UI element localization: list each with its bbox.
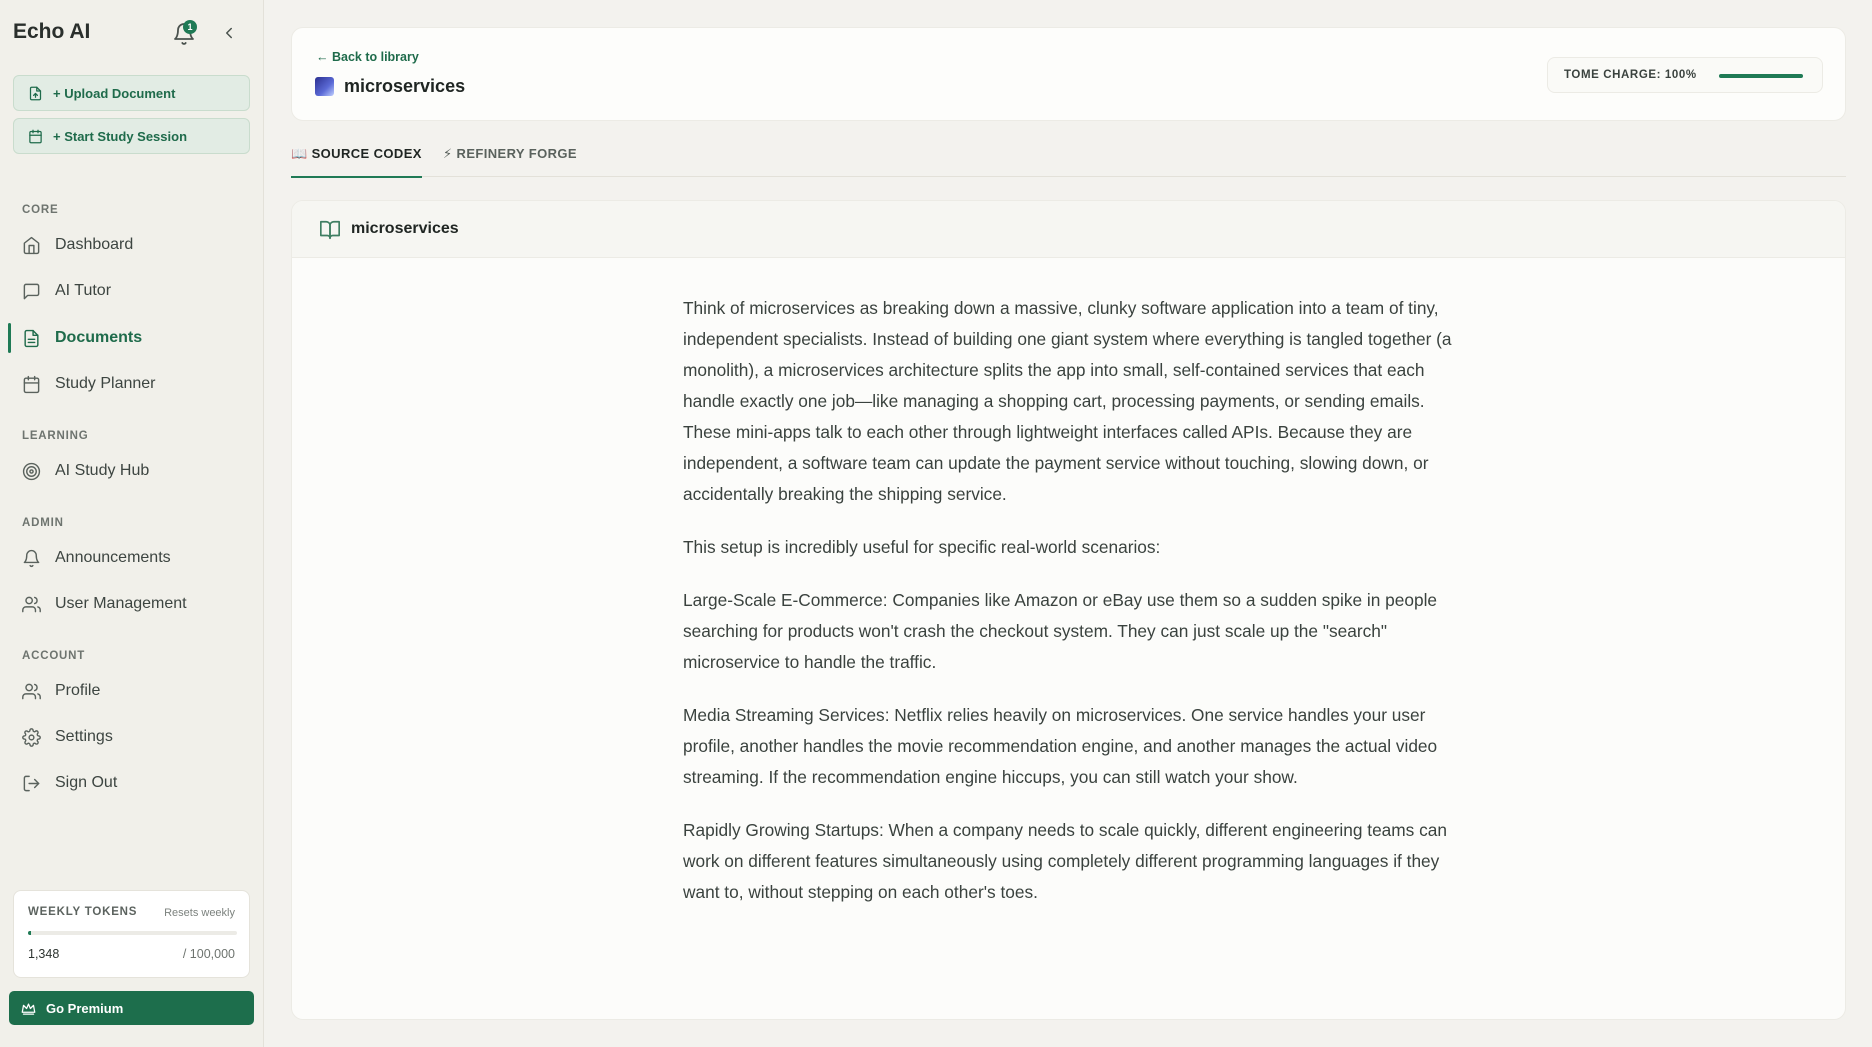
paragraph: Media Streaming Services: Netflix relies heavily on microservices. One service handles your user profile, another handles the movie recommendation engine, and another manages the actual video streaming. If the recommendation engine hiccups, you can still watch your show. (683, 705, 1438, 787)
paragraph: Large-Scale E-Commerce: Companies like Amazon or eBay use them so a sudden spike in people searching for products won't crash the checkout system. They can just scale up the "search" microservice to handle the traffic. (683, 590, 1438, 672)
sidebar (0, 0, 264, 1047)
tokens-used: 1,348 (28, 947, 60, 961)
start-study-session-label: + Start Study Session (53, 128, 188, 144)
tokens-progress-bar (28, 931, 237, 935)
sidebar-item-sign-out[interactable] (8, 764, 256, 802)
document-icon (22, 329, 41, 348)
target-icon (22, 462, 41, 481)
tome-charge-bar (1719, 74, 1803, 78)
sidebar-item-user-management[interactable] (8, 585, 256, 623)
paragraph: Think of microservices as breaking down a massive, clunky software application into a team of tiny, independent specialists. Instead of building one giant system where everything is tangled together (a monolith), a microservices architecture splits the app into small, self-contained services that each handle exactly one job—like managing a shopping cart, processing payments, or sending emails. These mini-apps talk to each other through lightweight interfaces called APIs. Because they are independent, a software team can update the payment service without touching, slowing down, or accidentally breaking the shipping service. (683, 298, 1452, 504)
tokens-reset-note: Resets weekly (164, 907, 235, 919)
tokens-title: WEEKLY TOKENS (28, 906, 138, 918)
users-icon (22, 682, 41, 701)
content-title: microservices (351, 220, 459, 237)
sidebar-item-label: Profile (55, 682, 101, 699)
brand-logo[interactable]: Echo AI (13, 20, 91, 43)
chevron-left-icon[interactable] (220, 24, 238, 42)
paragraph: Rapidly Growing Startups: When a company needs to scale quickly, different engineering teams can work on different features simultaneously using completely different programming languages if they want to, without stepping on each other's toes. (683, 820, 1447, 902)
section-label-account: ACCOUNT (22, 650, 86, 662)
gear-icon (22, 728, 41, 747)
sidebar-item-label: AI Study Hub (55, 462, 150, 479)
document-header (291, 27, 1846, 121)
paragraph: This setup is incredibly useful for specific real-world scenarios: (683, 537, 1161, 557)
sidebar-item-ai-study-hub[interactable] (8, 452, 256, 490)
go-premium-button[interactable] (9, 991, 254, 1025)
sidebar-item-profile[interactable] (8, 672, 256, 710)
notification-badge: 1 (183, 20, 197, 34)
tome-charge-indicator (1547, 57, 1823, 93)
tab-source-codex[interactable]: 📖 SOURCE CODEX (291, 146, 422, 178)
go-premium-label: Go Premium (46, 1000, 124, 1016)
upload-document-label: + Upload Document (53, 85, 176, 101)
sidebar-item-label: AI Tutor (55, 282, 112, 299)
book-open-icon (319, 219, 341, 241)
weekly-tokens-card (13, 890, 250, 978)
sidebar-item-documents[interactable] (8, 319, 256, 357)
calendar-icon (28, 129, 43, 144)
home-icon (22, 236, 41, 255)
sidebar-item-label: Settings (55, 728, 113, 745)
crown-icon (21, 1001, 36, 1016)
sidebar-item-label: Study Planner (55, 375, 156, 392)
sidebar-item-label: Documents (55, 329, 143, 346)
start-study-session-button[interactable] (13, 118, 250, 154)
section-label-learning: LEARNING (22, 430, 89, 442)
users-icon (22, 595, 41, 614)
sidebar-item-label: Dashboard (55, 236, 134, 253)
tab-bar (291, 140, 1846, 177)
file-upload-icon (28, 86, 43, 101)
tokens-limit: / 100,000 (182, 947, 235, 961)
calendar-icon (22, 375, 41, 394)
sidebar-item-announcements[interactable] (8, 539, 256, 577)
bell-icon (22, 549, 41, 568)
tome-charge-label: TOME CHARGE: 100% (1564, 69, 1697, 81)
sidebar-item-dashboard[interactable] (8, 226, 256, 264)
sidebar-item-study-planner[interactable] (8, 365, 256, 403)
content-header (292, 201, 1845, 258)
page-title: microservices (344, 76, 466, 96)
sidebar-item-ai-tutor[interactable] (8, 272, 256, 310)
sign-out-icon (22, 774, 41, 793)
back-to-library-link[interactable]: ← Back to library (316, 50, 419, 64)
upload-document-button[interactable] (13, 75, 250, 111)
sidebar-item-label: Sign Out (55, 774, 118, 791)
tome-charge-fill (1719, 74, 1803, 78)
sidebar-item-settings[interactable] (8, 718, 256, 756)
tab-refinery-forge[interactable]: ⚡ REFINERY FORGE (443, 146, 577, 161)
tokens-progress-fill (28, 931, 31, 935)
sidebar-item-label: User Management (55, 595, 187, 612)
document-body (683, 293, 1463, 930)
section-label-admin: ADMIN (22, 517, 64, 529)
chat-icon (22, 282, 41, 301)
document-thumbnail-icon (315, 77, 334, 96)
sidebar-item-label: Announcements (55, 549, 171, 566)
section-label-core: CORE (22, 204, 59, 216)
document-content (291, 200, 1846, 1020)
